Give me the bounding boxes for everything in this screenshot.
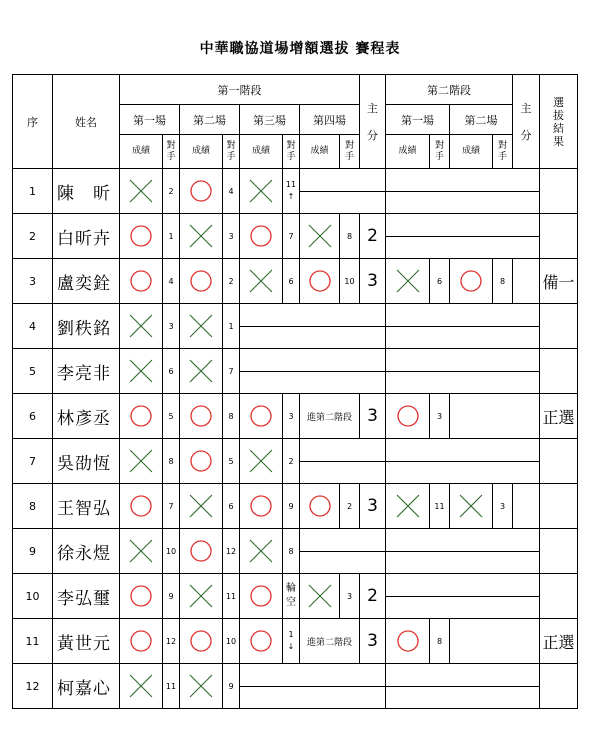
opponent-cell (283, 214, 300, 259)
player-name: 陳 昕 (53, 169, 120, 214)
opponent-number: 2 (346, 501, 353, 511)
opponent-number: 7 (288, 231, 294, 241)
player-row (13, 349, 578, 394)
win-circle-icon (394, 627, 422, 655)
opponent-header: 對 手 (493, 135, 513, 169)
opponent-number: 1 (228, 321, 234, 331)
score-cell: 3 (360, 259, 386, 304)
player-row (13, 619, 578, 664)
loss-cross-icon (394, 492, 422, 520)
opponent-number: 2 (168, 186, 174, 196)
grade-cell (180, 349, 223, 394)
grade-cell (120, 349, 163, 394)
player-row (13, 484, 578, 529)
seq-cell: 5 (13, 349, 53, 394)
opponent-number: 6 (228, 501, 234, 511)
grade-cell (120, 484, 163, 529)
opponent-cell (283, 439, 300, 484)
player-row (13, 214, 578, 259)
stage1-match-header: 第三場 (240, 105, 300, 135)
player-name: 吳劭恆 (53, 439, 120, 484)
opponent-cell (430, 394, 450, 439)
schedule-table (12, 74, 578, 709)
opponent-number: 11 (434, 501, 445, 511)
empty-cell (386, 529, 540, 574)
opponent-cell (283, 574, 300, 619)
opponent-cell (163, 259, 180, 304)
loss-cross-icon (457, 492, 485, 520)
grade-cell (240, 214, 283, 259)
win-circle-icon (247, 402, 275, 430)
score-cell: 3 (360, 394, 386, 439)
opponent-cell (223, 349, 240, 394)
opponent-number: 5 (228, 456, 234, 466)
loss-cross-icon (187, 312, 215, 340)
player-row (13, 304, 578, 349)
win-circle-icon (247, 582, 275, 610)
loss-cross-icon (127, 672, 155, 700)
result-cell: 正選 (540, 619, 578, 664)
player-row (13, 394, 578, 439)
grade-cell (180, 664, 223, 709)
player-row (13, 574, 578, 619)
opponent-cell (223, 619, 240, 664)
loss-cross-icon (306, 582, 334, 610)
opponent-number: 7 (168, 501, 174, 511)
opponent-number: 10 (165, 546, 177, 556)
seq-cell: 6 (13, 394, 53, 439)
empty-cell (386, 304, 540, 349)
loss-cross-icon (127, 537, 155, 565)
result-cell (540, 664, 578, 709)
opponent-number: 8 (499, 276, 506, 286)
opponent-cell (163, 619, 180, 664)
opponent-number: 7 (228, 366, 234, 376)
opponent-number: 9 (288, 501, 294, 511)
seq-cell: 12 (13, 664, 53, 709)
grade-cell (120, 169, 163, 214)
player-name: 盧奕銓 (53, 259, 120, 304)
grade-header: 成績 (450, 135, 493, 169)
opponent-number: 2 (288, 456, 294, 466)
opponent-cell (163, 664, 180, 709)
loss-cross-icon (187, 222, 215, 250)
seq-header: 序 (13, 75, 53, 169)
seq-cell: 1 (13, 169, 53, 214)
arrow-down-icon: ↓ (287, 642, 295, 651)
opponent-cell (163, 214, 180, 259)
opponent-number: 6 (288, 276, 294, 286)
win-circle-icon (127, 267, 155, 295)
stage2-match-header: 第二場 (450, 105, 513, 135)
loss-cross-icon (306, 222, 334, 250)
score-header: 主 分 (360, 75, 386, 169)
seq-cell: 10 (13, 574, 53, 619)
score-cell: 3 (360, 619, 386, 664)
win-circle-icon (187, 537, 215, 565)
opponent-text: 空 (286, 597, 296, 608)
player-name: 白昕卉 (53, 214, 120, 259)
grade-cell (120, 259, 163, 304)
grade-cell (120, 619, 163, 664)
opponent-number: 9 (168, 591, 174, 601)
opponent-cell (223, 664, 240, 709)
opponent-number: 1 (168, 231, 174, 241)
empty-cell (386, 214, 540, 259)
win-circle-icon (127, 582, 155, 610)
opponent-number: 3 (499, 501, 506, 511)
opponent-cell (163, 349, 180, 394)
result-cell (540, 574, 578, 619)
grade-cell (240, 394, 283, 439)
player-name: 李亮非 (53, 349, 120, 394)
grade-header: 成績 (240, 135, 283, 169)
grade-cell (300, 484, 340, 529)
opponent-cell (283, 169, 300, 214)
empty-cell (300, 169, 386, 214)
opponent-number: 3 (228, 231, 234, 241)
seq-cell: 8 (13, 484, 53, 529)
grade-cell (180, 214, 223, 259)
opponent-number: 3 (436, 411, 443, 421)
loss-cross-icon (187, 357, 215, 385)
grade-cell (120, 439, 163, 484)
opponent-cell (340, 574, 360, 619)
score-cell: 2 (360, 574, 386, 619)
opponent-number: 8 (168, 456, 174, 466)
opponent-number: 12 (165, 636, 177, 646)
loss-cross-icon (247, 267, 275, 295)
win-circle-icon (306, 267, 334, 295)
win-circle-icon (457, 267, 485, 295)
player-row (13, 439, 578, 484)
grade-cell (450, 259, 493, 304)
opponent-cell (283, 529, 300, 574)
grade-cell (180, 484, 223, 529)
opponent-number: 9 (228, 681, 234, 691)
win-circle-icon (127, 627, 155, 655)
loss-cross-icon (187, 672, 215, 700)
player-name: 林彥丞 (53, 394, 120, 439)
opponent-cell (430, 619, 450, 664)
grade-header: 成績 (386, 135, 430, 169)
win-circle-icon (187, 267, 215, 295)
player-name: 徐永煜 (53, 529, 120, 574)
opponent-cell (283, 394, 300, 439)
grade-cell (240, 619, 283, 664)
grade-cell (120, 394, 163, 439)
opponent-number: 11 (225, 591, 237, 601)
win-circle-icon (187, 177, 215, 205)
result-cell (540, 304, 578, 349)
win-circle-icon (394, 402, 422, 430)
opponent-cell (223, 484, 240, 529)
stage2-header: 第二階段 (386, 75, 513, 105)
opponent-cell (340, 214, 360, 259)
grade-cell (300, 574, 340, 619)
grade-cell (300, 214, 340, 259)
opponent-cell (430, 259, 450, 304)
opponent-number: 3 (346, 591, 353, 601)
empty-cell (513, 259, 540, 304)
empty-cell (240, 304, 386, 349)
loss-cross-icon (127, 177, 155, 205)
advance-note: 進第二階段 (300, 619, 360, 664)
opponent-number: 8 (228, 411, 234, 421)
seq-cell: 11 (13, 619, 53, 664)
opponent-cell (340, 484, 360, 529)
opponent-number: 10 (225, 636, 237, 646)
score-cell: 2 (360, 214, 386, 259)
grade-cell (180, 529, 223, 574)
empty-cell (300, 529, 386, 574)
grade-cell (120, 304, 163, 349)
opponent-text: 輪 (286, 583, 296, 594)
opponent-number: 1 (288, 630, 294, 639)
result-cell (540, 349, 578, 394)
result-cell (540, 214, 578, 259)
grade-cell (240, 169, 283, 214)
opponent-header: 對 手 (340, 135, 360, 169)
result-cell (540, 169, 578, 214)
loss-cross-icon (247, 447, 275, 475)
opponent-cell (223, 304, 240, 349)
empty-cell (513, 484, 540, 529)
opponent-cell (163, 439, 180, 484)
seq-cell: 9 (13, 529, 53, 574)
stage1-header: 第一階段 (120, 75, 360, 105)
result-cell (540, 529, 578, 574)
opponent-number: 6 (436, 276, 443, 286)
opponent-cell (340, 259, 360, 304)
player-row (13, 169, 578, 214)
seq-cell: 7 (13, 439, 53, 484)
stage1-match-header: 第四場 (300, 105, 360, 135)
player-name: 李弘璽 (53, 574, 120, 619)
arrow-up-icon: ↑ (287, 192, 295, 201)
grade-cell (180, 304, 223, 349)
seq-cell: 4 (13, 304, 53, 349)
grade-cell (450, 484, 493, 529)
grade-cell (180, 394, 223, 439)
player-name: 王智弘 (53, 484, 120, 529)
opponent-cell (163, 304, 180, 349)
result-cell: 備一 (540, 259, 578, 304)
grade-cell (386, 259, 430, 304)
opponent-number: 3 (288, 411, 294, 421)
player-row (13, 664, 578, 709)
player-row (13, 529, 578, 574)
opponent-cell (430, 484, 450, 529)
result-header: 選 拔 結 果 (540, 75, 578, 169)
grade-header: 成績 (300, 135, 340, 169)
loss-cross-icon (187, 582, 215, 610)
empty-cell (386, 169, 540, 214)
grade-cell (120, 529, 163, 574)
grade-cell (386, 619, 430, 664)
seq-cell: 2 (13, 214, 53, 259)
loss-cross-icon (247, 537, 275, 565)
win-circle-icon (247, 627, 275, 655)
opponent-cell (283, 619, 300, 664)
opponent-number: 3 (168, 321, 174, 331)
win-circle-icon (247, 492, 275, 520)
empty-cell (386, 664, 540, 709)
grade-cell (386, 394, 430, 439)
player-name: 劉秩銘 (53, 304, 120, 349)
opponent-number: 10 (344, 276, 355, 286)
grade-cell (386, 484, 430, 529)
opponent-number: 5 (168, 411, 174, 421)
loss-cross-icon (127, 312, 155, 340)
empty-cell (450, 394, 540, 439)
grade-cell (180, 574, 223, 619)
stage1-match-header: 第二場 (180, 105, 240, 135)
opponent-cell (163, 394, 180, 439)
opponent-cell (223, 169, 240, 214)
opponent-cell (163, 529, 180, 574)
grade-cell (240, 484, 283, 529)
opponent-cell (223, 574, 240, 619)
opponent-cell (163, 484, 180, 529)
grade-cell (120, 664, 163, 709)
opponent-number: 8 (288, 546, 294, 556)
win-circle-icon (187, 402, 215, 430)
opponent-number: 6 (168, 366, 174, 376)
empty-cell (386, 349, 540, 394)
opponent-cell (283, 484, 300, 529)
win-circle-icon (127, 402, 155, 430)
advance-note: 進第二階段 (300, 394, 360, 439)
loss-cross-icon (187, 492, 215, 520)
grade-cell (180, 169, 223, 214)
empty-cell (386, 574, 540, 619)
grade-cell (180, 439, 223, 484)
opponent-cell (493, 259, 513, 304)
opponent-number: 8 (346, 231, 353, 241)
opponent-header: 對 手 (163, 135, 180, 169)
opponent-number: 8 (436, 636, 443, 646)
grade-cell (240, 259, 283, 304)
opponent-number: 4 (168, 276, 174, 286)
grade-cell (240, 439, 283, 484)
grade-cell (300, 259, 340, 304)
win-circle-icon (127, 492, 155, 520)
loss-cross-icon (247, 177, 275, 205)
name-header: 姓名 (53, 75, 120, 169)
empty-cell (300, 439, 386, 484)
grade-cell (180, 619, 223, 664)
opponent-cell (223, 214, 240, 259)
stage1-match-header: 第一場 (120, 105, 180, 135)
score-header-2: 主 分 (513, 75, 540, 169)
opponent-cell (163, 574, 180, 619)
win-circle-icon (247, 222, 275, 250)
result-cell (540, 439, 578, 484)
grade-cell (180, 259, 223, 304)
loss-cross-icon (127, 357, 155, 385)
empty-cell (240, 664, 386, 709)
result-cell (540, 484, 578, 529)
grade-header: 成績 (180, 135, 223, 169)
opponent-cell (163, 169, 180, 214)
empty-cell (386, 439, 540, 484)
opponent-cell (493, 484, 513, 529)
grade-cell (120, 214, 163, 259)
opponent-number: 12 (225, 546, 237, 556)
stage2-match-header: 第一場 (386, 105, 450, 135)
empty-cell (240, 349, 386, 394)
player-row (13, 259, 578, 304)
empty-cell (450, 619, 540, 664)
grade-cell (120, 574, 163, 619)
win-circle-icon (187, 447, 215, 475)
opponent-header: 對 手 (430, 135, 450, 169)
opponent-number: 11 (285, 180, 297, 189)
opponent-cell (223, 259, 240, 304)
opponent-cell (223, 394, 240, 439)
loss-cross-icon (394, 267, 422, 295)
grade-header: 成績 (120, 135, 163, 169)
opponent-number: 11 (165, 681, 177, 691)
opponent-cell (223, 529, 240, 574)
opponent-number: 2 (228, 276, 234, 286)
score-cell: 3 (360, 484, 386, 529)
win-circle-icon (127, 222, 155, 250)
player-name: 黃世元 (53, 619, 120, 664)
opponent-cell (283, 259, 300, 304)
grade-cell (240, 529, 283, 574)
opponent-header: 對 手 (223, 135, 240, 169)
page-title: 中華職協道場增額選拔 賽程表 (199, 41, 401, 57)
win-circle-icon (306, 492, 334, 520)
opponent-cell (223, 439, 240, 484)
loss-cross-icon (127, 447, 155, 475)
win-circle-icon (187, 627, 215, 655)
seq-cell: 3 (13, 259, 53, 304)
player-name: 柯嘉心 (53, 664, 120, 709)
opponent-header: 對 手 (283, 135, 300, 169)
result-cell: 正選 (540, 394, 578, 439)
opponent-number: 4 (228, 186, 234, 196)
grade-cell (240, 574, 283, 619)
